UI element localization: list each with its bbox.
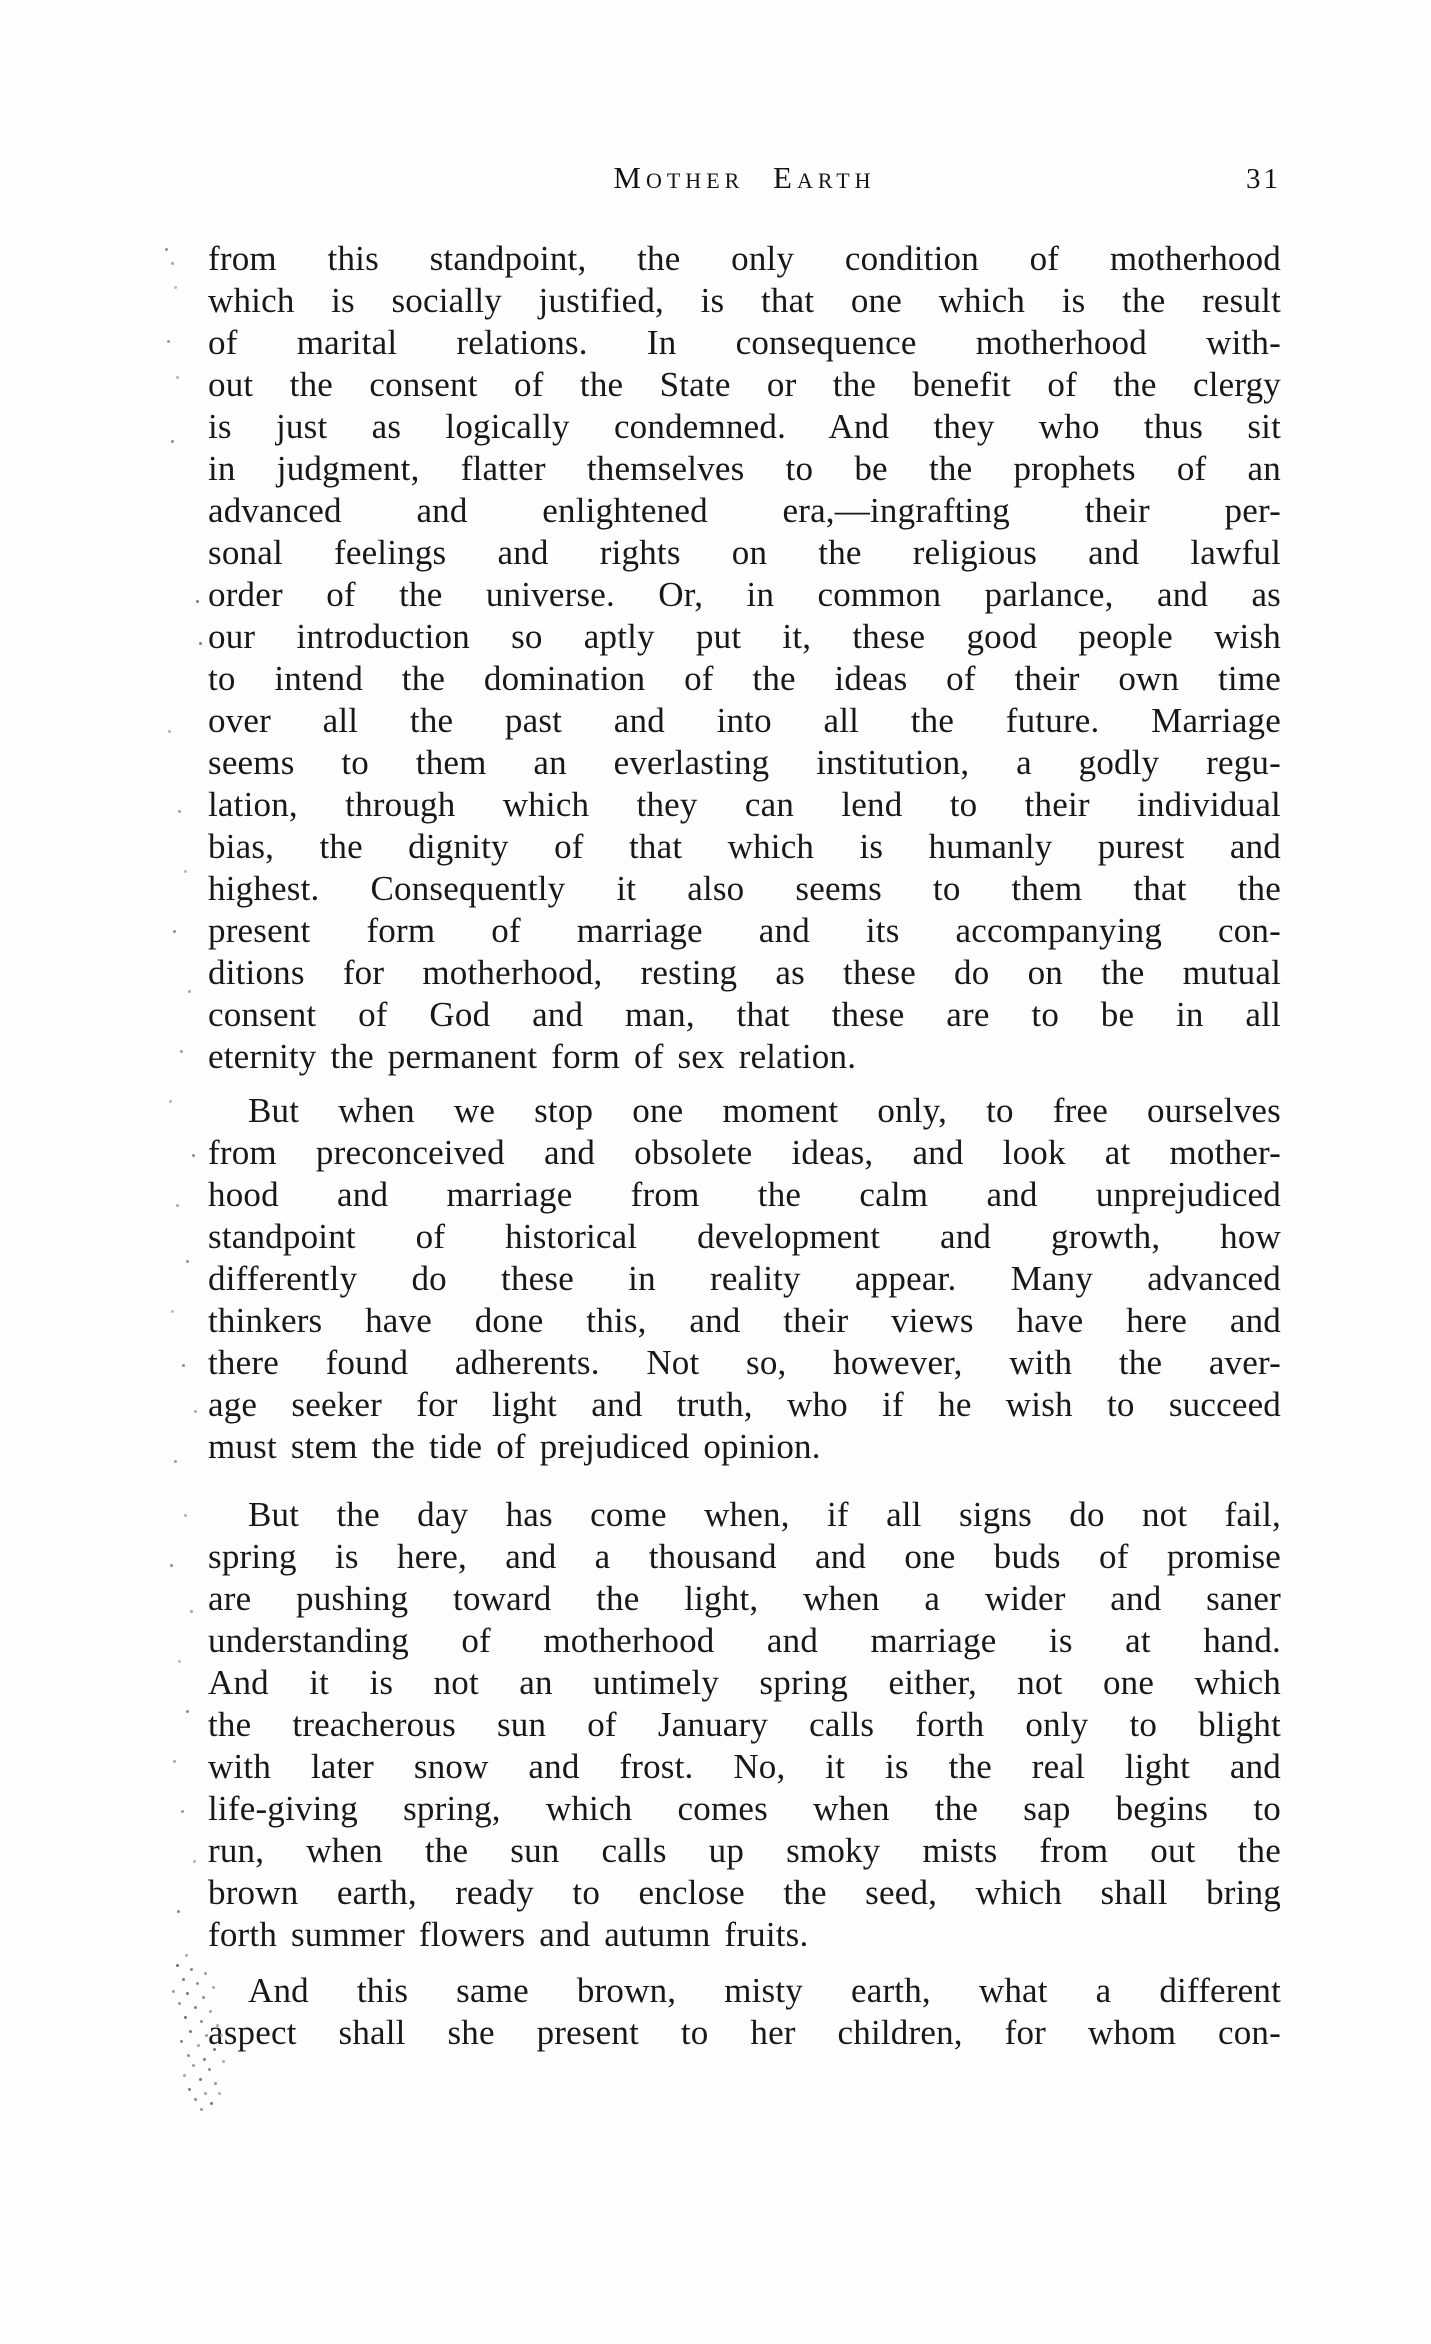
text-line: But the day has come when, if all signs do not fail,	[248, 1495, 1281, 1534]
paragraph	[208, 1970, 1281, 2054]
text-line: from preconceived and obsolete ideas, and look at mother-	[208, 1133, 1281, 1172]
page-number: 31	[1246, 163, 1281, 195]
text-line: ditions for motherhood, resting as these do on the mutual	[208, 953, 1281, 992]
text-line: in judgment, flatter themselves to be the prophets of an	[208, 449, 1281, 488]
text-line: But when we stop one moment only, to free ourselves	[248, 1091, 1281, 1130]
paragraph	[208, 238, 1281, 1078]
text-line: And it is not an untimely spring either, not one which	[208, 1663, 1281, 1702]
text-line: there found adherents. Not so, however, with the aver-	[208, 1343, 1281, 1382]
running-head	[208, 160, 1281, 204]
text-line: spring is here, and a thousand and one buds of promise	[208, 1537, 1281, 1576]
text-line: out the consent of the State or the benefit of the clergy	[208, 365, 1281, 404]
scan-speckle-patch	[176, 1964, 179, 1967]
text-line: run, when the sun calls up smoky mists from out the	[208, 1831, 1281, 1870]
text-line: lation, through which they can lend to their individual	[208, 785, 1281, 824]
text-line: over all the past and into all the future. Marriage	[208, 701, 1281, 740]
text-column	[208, 160, 1281, 2054]
text-line: consent of God and man, that these are to be in all	[208, 995, 1281, 1034]
text-line: to intend the domination of the ideas of their own time	[208, 659, 1281, 698]
text-line: the treacherous sun of January calls forth only to blight	[208, 1705, 1281, 1744]
text-line: life-giving spring, which comes when the sap begins to	[208, 1789, 1281, 1828]
paragraph	[208, 1090, 1281, 1468]
text-line: eternity the permanent form of sex relation.	[208, 1037, 857, 1076]
text-line: our introduction so aptly put it, these good people wish	[208, 617, 1281, 656]
text-line: present form of marriage and its accompanying con-	[208, 911, 1281, 950]
text-line: with later snow and frost. No, it is the real light and	[208, 1747, 1281, 1786]
text-line: is just as logically condemned. And they who thus sit	[208, 407, 1281, 446]
text-line: brown earth, ready to enclose the seed, which shall bring	[208, 1873, 1281, 1912]
text-line: hood and marriage from the calm and unprejudiced	[208, 1175, 1281, 1214]
text-line: age seeker for light and truth, who if he wish to succeed	[208, 1385, 1281, 1424]
text-line: sonal feelings and rights on the religious and lawful	[208, 533, 1281, 572]
text-line: seems to them an everlasting institution, a godly regu-	[208, 743, 1281, 782]
text-line: of marital relations. In consequence motherhood with-	[208, 323, 1281, 362]
text-line: standpoint of historical development and growth, how	[208, 1217, 1281, 1256]
text-line: order of the universe. Or, in common parlance, and as	[208, 575, 1281, 614]
text-line: advanced and enlightened era,—ingrafting their per-	[208, 491, 1281, 530]
text-line: bias, the dignity of that which is humanly purest and	[208, 827, 1281, 866]
page-title: Mother Earth	[613, 160, 876, 195]
text-line: highest. Consequently it also seems to them that the	[208, 869, 1281, 908]
text-line: And this same brown, misty earth, what a different	[248, 1971, 1281, 2010]
text-line: must stem the tide of prejudiced opinion.	[208, 1427, 821, 1466]
scan-speckle-column	[165, 248, 168, 251]
text-line: aspect shall she present to her children, for whom con-	[208, 2013, 1281, 2052]
text-line: are pushing toward the light, when a wider and saner	[208, 1579, 1281, 1618]
text-line: thinkers have done this, and their views have here and	[208, 1301, 1281, 1340]
page-body	[208, 238, 1281, 2054]
text-line: understanding of motherhood and marriage is at hand.	[208, 1621, 1281, 1660]
text-line: differently do these in reality appear. Many advanced	[208, 1259, 1281, 1298]
text-line: which is socially justified, is that one which is the result	[208, 281, 1281, 320]
paragraph	[208, 1494, 1281, 1956]
text-line: forth summer flowers and autumn fruits.	[208, 1915, 809, 1954]
text-line: from this standpoint, the only condition of motherhood	[208, 239, 1281, 278]
